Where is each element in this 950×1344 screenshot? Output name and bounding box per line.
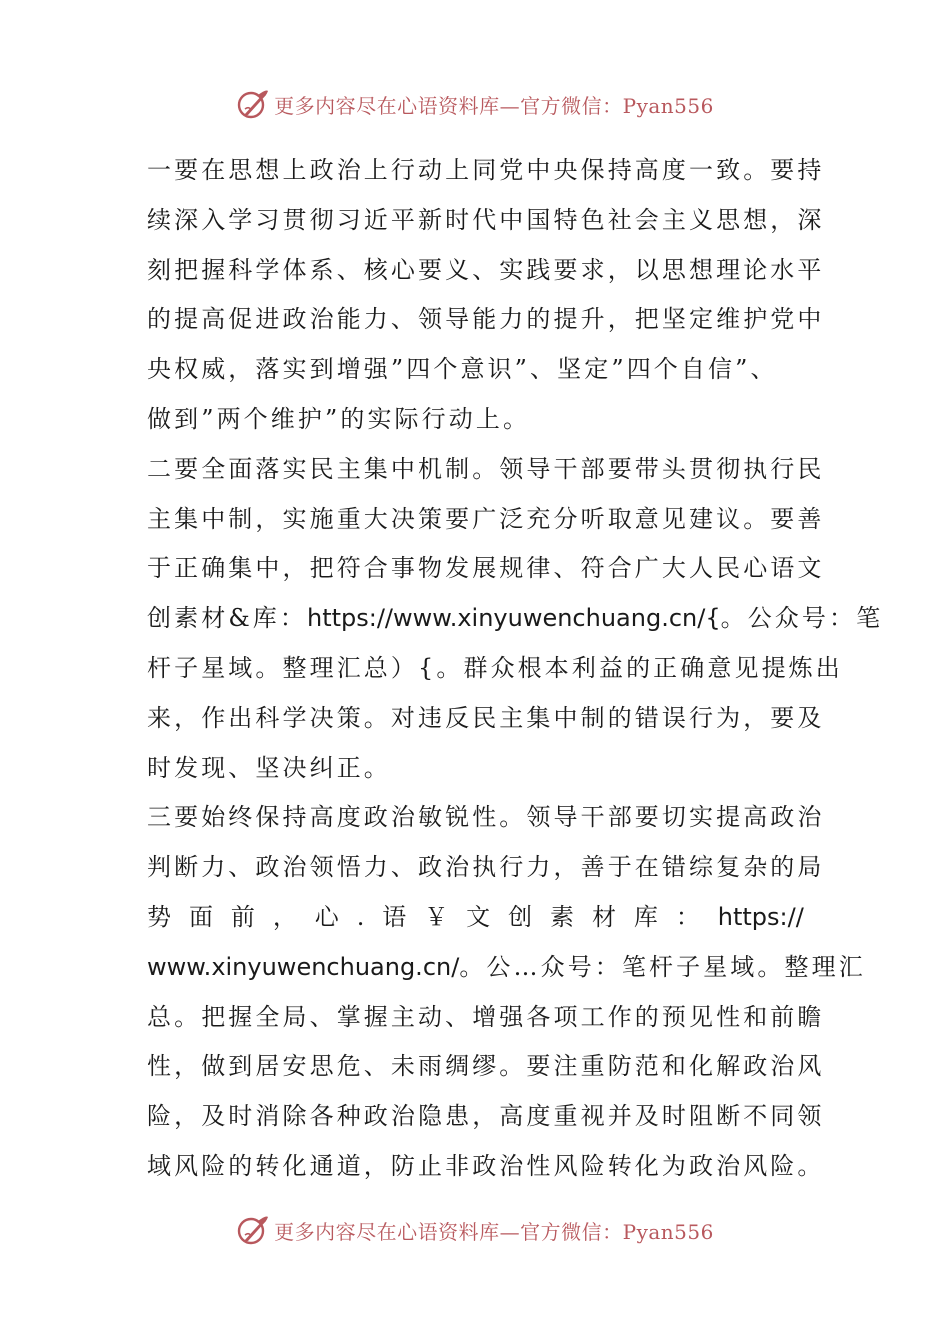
- text-line: 二要全面落实民主集中机制。领导干部要带头贯彻执行民: [147, 454, 825, 483]
- text-token: 面: [188, 902, 213, 931]
- text-line: 续深入学习贯彻习近平新时代中国特色社会主义思想，深: [147, 205, 825, 234]
- text-token: 素: [550, 902, 575, 931]
- text-token: 语: [382, 902, 407, 931]
- text-line: 杆子星域。整理汇总）{。群众根本利益的正确意见提炼出: [147, 653, 843, 682]
- header-banner: [0, 84, 950, 124]
- text-line: 三要始终保持高度政治敏锐性。领导干部要切实提高政治: [147, 803, 825, 832]
- text-token: 心: [314, 902, 339, 931]
- text-line: 域风险的转化通道，防止非政治性风险转化为政治风险。: [147, 1151, 825, 1180]
- footer-banner-text: 更多内容尽在心语资料库—官方微信：Pyan556: [274, 1219, 714, 1244]
- quill-logo-icon: [236, 1213, 270, 1247]
- text-line: 做到”两个维护”的实际行动上。: [147, 404, 531, 433]
- text-line: 来，作出科学决策。对违反民主集中制的错误行为，要及: [147, 703, 825, 732]
- text-line: www.xinyuwenchuang.cn/。公…众号：笔杆子星域。整理汇: [147, 952, 866, 981]
- quill-logo-icon: [236, 87, 270, 121]
- text-token: ，: [272, 902, 297, 931]
- text-token: https://: [717, 902, 804, 931]
- text-token: 文: [466, 902, 491, 931]
- text-token: 库: [633, 902, 658, 931]
- paragraph-3: [147, 793, 866, 1191]
- paragraph-2: [147, 445, 884, 794]
- text-token: .: [356, 902, 365, 931]
- text-line: 央权威，落实到增强”四个意识”、坚定”四个自信”、: [147, 355, 778, 384]
- text-token: ：: [675, 902, 700, 931]
- text-line: 刻把握科学体系、核心要义、实践要求，以思想理论水平: [147, 255, 825, 284]
- text-token: 材: [591, 902, 616, 931]
- text-line: 的提高促进政治能力、领导能力的提升，把坚定维护党中: [147, 305, 825, 334]
- text-line: 于正确集中，把符合事物发展规律、符合广大人民心语文: [147, 554, 825, 583]
- text-token: 创: [508, 902, 533, 931]
- text-token: 势: [147, 902, 171, 931]
- text-line: 创素材&库：https://www.xinyuwenchuang.cn/{。公众号：笔: [147, 604, 884, 633]
- text-line: 总。把握全局、掌握主动、增强各项工作的预见性和前瞻: [147, 1002, 825, 1031]
- header-banner-text: 更多内容尽在心语资料库—官方微信：Pyan556: [274, 93, 714, 118]
- text-line: 一要在思想上政治上行动上同党中央保持高度一致。要持: [147, 156, 825, 184]
- text-line: 主集中制，实施重大决策要广泛充分听取意见建议。要善: [147, 504, 825, 533]
- text-line: 判断力、政治领悟力、政治执行力，善于在错综复杂的局: [147, 853, 825, 882]
- document-body: [147, 146, 884, 1192]
- footer-banner: [0, 1210, 950, 1250]
- text-line-spread: [147, 893, 804, 943]
- text-line: 时发现、坚决纠正。: [147, 753, 391, 782]
- text-token: 前: [230, 902, 255, 931]
- text-line: 险，及时消除各种政治隐患，高度重视并及时阻断不同领: [147, 1102, 825, 1131]
- paragraph-1: [147, 146, 825, 445]
- text-token: ￥: [424, 902, 449, 931]
- text-line: 性，做到居安思危、未雨绸缪。要注重防范和化解政治风: [147, 1052, 825, 1081]
